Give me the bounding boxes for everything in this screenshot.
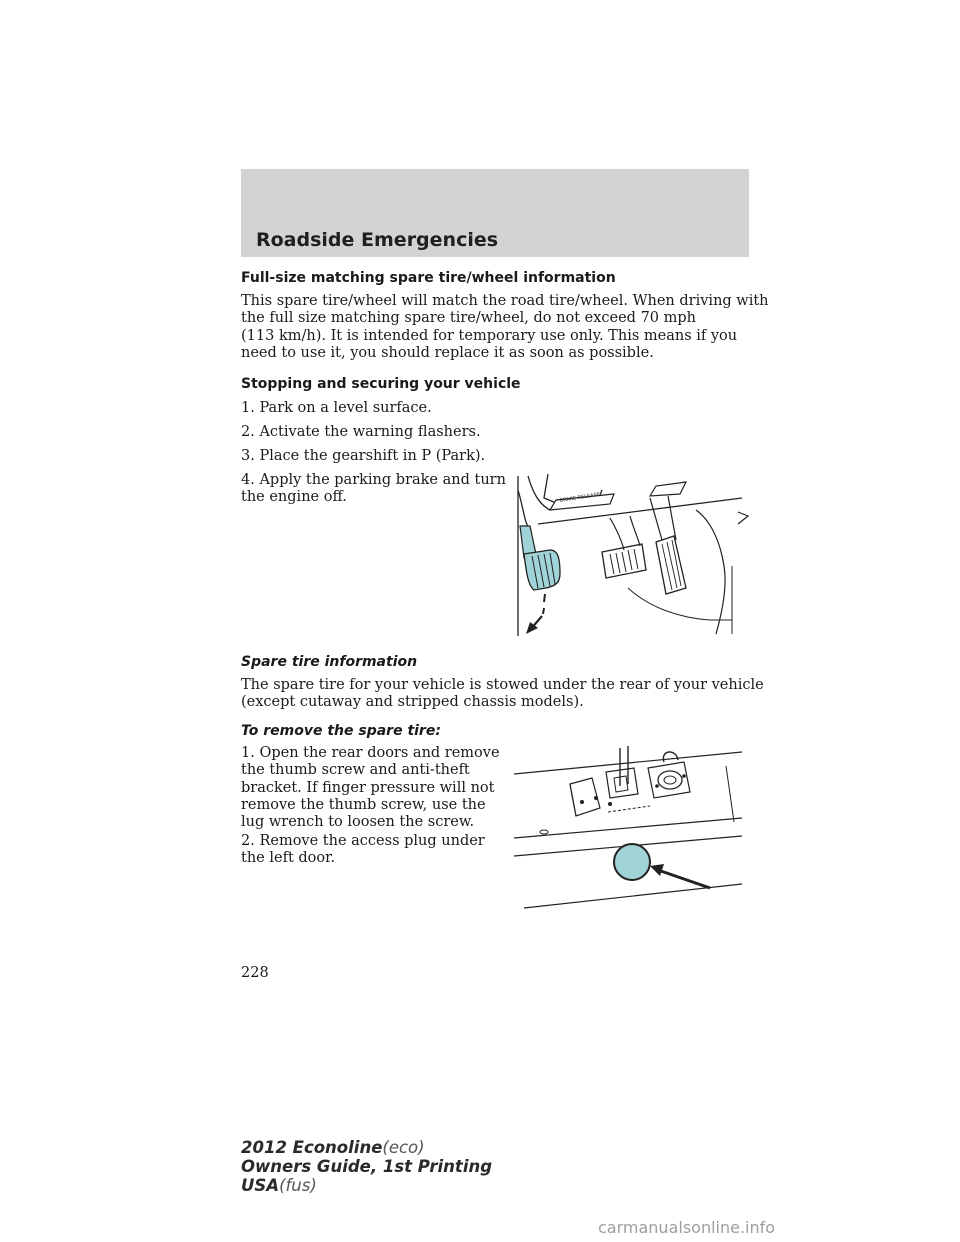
text-line: 2. Remove the access plug under bbox=[241, 833, 485, 849]
heading-stopping-securing: Stopping and securing your vehicle bbox=[241, 376, 521, 392]
text-line: the left door. bbox=[241, 850, 336, 867]
footer-market-code: (fus) bbox=[279, 1176, 317, 1195]
heading-spare-tire-information: Spare tire information bbox=[241, 654, 418, 670]
parking-brake-pedal-illustration bbox=[510, 470, 755, 640]
text-line: lug wrench to loosen the screw. bbox=[241, 814, 475, 831]
text-line: 2. Activate the warning flashers. bbox=[241, 424, 481, 440]
text-line: 1. Open the rear doors and remove bbox=[241, 745, 500, 761]
step-open-rear-doors bbox=[241, 745, 501, 831]
text-line: the thumb screw and anti-theft bbox=[241, 762, 470, 779]
footer-line-market bbox=[241, 1176, 492, 1195]
text-line: This spare tire/wheel will match the road tire/wheel. When driving with bbox=[241, 293, 769, 309]
text-line: 3. Place the gearshift in P (Park). bbox=[241, 448, 486, 464]
text-line: remove the thumb screw, use the bbox=[241, 796, 486, 813]
footer-line-guide bbox=[241, 1157, 492, 1176]
footer-market: USA bbox=[241, 1176, 280, 1195]
footer-model: 2012 Econoline bbox=[241, 1138, 383, 1157]
text-line: (113 km/h). It is intended for temporary use only. This means if you bbox=[241, 327, 738, 344]
footer-model-code: (eco) bbox=[382, 1138, 425, 1157]
text-line: 1. Park on a level surface. bbox=[241, 400, 432, 416]
step-gearshift-park bbox=[241, 448, 501, 465]
text-line: the full size matching spare tire/wheel, do not exceed 70 mph bbox=[241, 310, 697, 327]
page-number: 228 bbox=[241, 965, 269, 981]
text-line: need to use it, you should replace it as soon as possible. bbox=[241, 344, 654, 361]
text-line: the engine off. bbox=[241, 489, 347, 506]
section-title: Roadside Emergencies bbox=[256, 229, 499, 251]
step-warning-flashers bbox=[241, 424, 501, 441]
text-line: 4. Apply the parking brake and turn bbox=[241, 472, 506, 488]
brake-release-label: BRAKE RELEASE bbox=[559, 491, 601, 504]
paragraph-spare-tire-info bbox=[241, 293, 769, 362]
text-line: The spare tire for your vehicle is stowed under the rear of your vehicle bbox=[241, 677, 764, 693]
heading-spare-tire-info: Full-size matching spare tire/wheel information bbox=[241, 270, 616, 286]
text-line: bracket. If finger pressure will not bbox=[241, 779, 495, 796]
watermark: carmanualsonline.info bbox=[598, 1218, 776, 1237]
step-park-level bbox=[241, 400, 501, 417]
step-remove-access-plug bbox=[241, 833, 501, 868]
heading-remove-spare: To remove the spare tire: bbox=[241, 723, 441, 739]
access-plug-illustration bbox=[510, 742, 755, 912]
footer-line-model bbox=[241, 1138, 492, 1157]
document-footer bbox=[241, 1138, 492, 1195]
footer-guide: Owners Guide, 1st Printing bbox=[241, 1157, 493, 1176]
paragraph-spare-tire-stowed bbox=[241, 677, 764, 712]
text-line: (except cutaway and stripped chassis models). bbox=[241, 694, 584, 711]
step-parking-brake bbox=[241, 472, 506, 507]
section-header-band bbox=[241, 169, 749, 257]
